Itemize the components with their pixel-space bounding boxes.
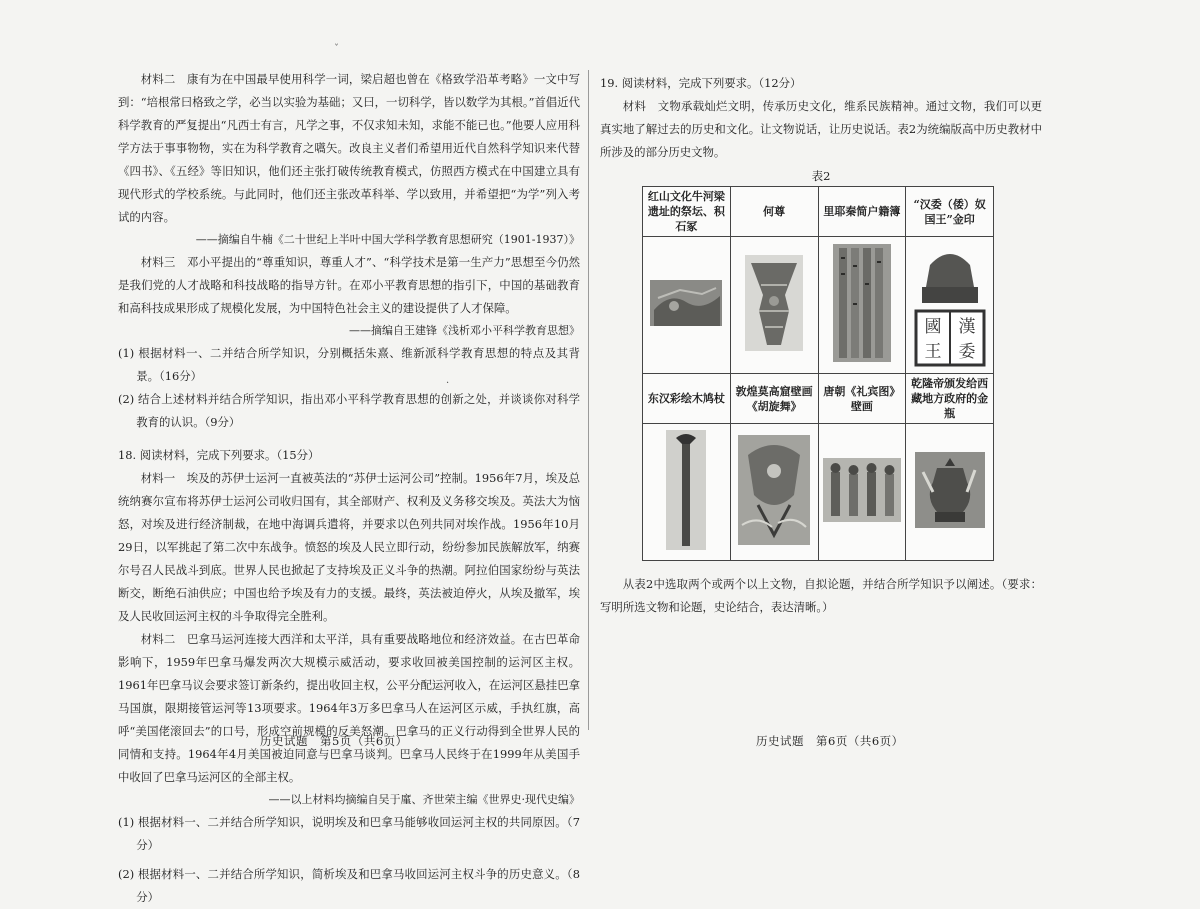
material-3-source: ——摘编自王建锋《浅析邓小平科学教育思想》 [349, 324, 580, 337]
table-row [643, 424, 994, 561]
page-6-footer: 历史试题 第6页（共6页） [756, 734, 904, 748]
page-5 [118, 68, 580, 909]
q18-material-1: 材料一 埃及的苏伊士运河一直被英法的“苏伊士运河公司”控制。1956年7月，埃及总统纳赛尔宣布将苏伊士运河公司收归国有，其全部财产、权利及义务移交埃及。英法大为恼怒，对埃及进行经济制裁，在地中海调兵遣将，并要求以色列共同对埃作战。1956年10月29日，以军挑起了第二次中东战争。愤怒的埃及人民立即行动，纷纷参加民族解放军，纳赛尔号召人民战斗到底。世界人民也掀起了支持埃及正义斗争的热潮。阿拉伯国家纷纷与英法断交，断绝石油供应；中国也给予埃及有力的支援。最终，英法被迫停火，从埃及撤军，埃及人民收回运河主权的斗争取得完全胜利。 [118, 471, 580, 623]
page-6 [600, 72, 1042, 619]
relic-label: 何尊 [730, 187, 818, 237]
table-row [643, 237, 994, 374]
relic-label: 红山文化牛河梁遗址的祭坛、积石冢 [643, 187, 731, 237]
q19-material: 材料 文物承载灿烂文明，传承历史文化，维系民族精神。通过文物，我们可以更真实地了解过去的历史和文化。让文物说话，让历史说话。表2为统编版高中历史教材中所涉及的部分历史文物。 [600, 99, 1042, 159]
qin-slips-photo [833, 244, 891, 362]
seal-char: 漢 [958, 317, 976, 337]
relics-table [642, 186, 994, 561]
relic-label: 里耶秦简户籍簿 [818, 187, 906, 237]
he-zun-photo [745, 255, 803, 351]
dunhuang-mural-photo-cell [730, 424, 818, 561]
q18-source: ——以上材料均摘编自吴于廑、齐世荣主编《世界史·现代史编》 [268, 793, 580, 806]
altar-photo [650, 280, 722, 326]
dove-staff-photo [666, 430, 706, 550]
relic-label: “汉委（倭）奴国王”金印 [906, 187, 994, 237]
relic-label: 乾隆帝颁发给西藏地方政府的金瓶 [906, 374, 994, 424]
libin-tu-photo-cell [818, 424, 906, 561]
he-zun-photo-cell [730, 237, 818, 374]
material-2-text: 材料二 康有为在中国最早使用科学一词，梁启超也曾在《格致学沿革考略》一文中写到：“培根常曰格致之学，必当以实验为基础；又曰，一切科学，皆以数学为其根。”首倡近代科学教育的严复提出“凡西士有言，凡学之事，不仅求知未知，求能不能已也。”他要人应用科学方法于事事物物，实在为科学教育之嚆矢。改良主义者们希望用近代自然科学知识来代替《四书》、《五经》等旧知识，他们还主张打破传统教育模式，仿照西方模式在中国建立具有现代形式的学校系统。与此同时，他们还主张改革科举、学以致用，并希望把“为学”列入考试的内容。 [118, 72, 580, 224]
golden-urn-photo [915, 452, 985, 528]
libin-tu-photo [823, 458, 901, 522]
seal-char: 王 [924, 342, 942, 362]
question-18-heading: 18. 阅读材料，完成下列要求。（15分） [118, 448, 320, 462]
dunhuang-mural-photo [738, 435, 810, 545]
material-3-text: 材料三 邓小平提出的“尊重知识，尊重人才”、“科学技术是第一生产力”思想至今仍然是我们党的人才战略和科技战略的指导方针。在邓小平教育思想的指引下，中国的基础教育和高科技成果形成了规模化发展，为中国特色社会主义的建设提供了人才保障。 [118, 255, 580, 315]
seal-char: 國 [924, 317, 942, 337]
gold-seal-photo-cell [906, 237, 994, 374]
table-row [643, 187, 994, 237]
question-18-2: (2) 根据材料一、二并结合所学知识，简析埃及和巴拿马收回运河主权斗争的历史意义。（8分） [118, 867, 580, 904]
qin-slips-photo-cell [818, 237, 906, 374]
dove-staff-photo-cell [643, 424, 731, 561]
question-18-1: (1) 根据材料一、二并结合所学知识，说明埃及和巴拿马能够收回运河主权的共同原因。（7分） [118, 815, 580, 852]
q18-material-2: 材料二 巴拿马运河连接大西洋和太平洋，具有重要战略地位和经济效益。在古巴革命影响下，1959年巴拿马爆发两次大规模示威活动，要求收回被美国控制的运河区主权。1961年巴拿马议会要求签订新条约，提出收回主权，公平分配运河收入，在运河区悬挂巴拿马国旗，限期接管运河等13项要求。1964年3万多巴拿马人在运河区示威，手执红旗，高呼“美国佬滚回去”的口号，形成空前规模的反美怒潮。巴拿马的正义行动得到全世界人民的同情和支持。1964年4月美国被迫同意与巴拿马谈判。巴拿马人民终于在1999年从美国手中收回了巴拿马运河区的全部主权。 [118, 632, 580, 784]
seal-char: 委 [958, 342, 976, 362]
scan-mark: ˇ [334, 44, 339, 55]
question-17-1: (1) 根据材料一、二并结合所学知识，分别概括朱熹、维新派科学教育思想的特点及其背景。（16分） [118, 346, 580, 383]
altar-photo-cell [643, 237, 731, 374]
question-19-heading: 19. 阅读材料，完成下列要求。（12分） [600, 76, 802, 90]
scan-dot: · [446, 378, 450, 389]
relic-label: 敦煌莫高窟壁画《胡旋舞》 [730, 374, 818, 424]
table-row [643, 374, 994, 424]
page-divider [588, 70, 589, 730]
material-2-source: ——摘编自牛楠《二十世纪上半叶中国大学科学教育思想研究（1901-1937）》 [195, 233, 580, 246]
question-19-task: 从表2中选取两个或两个以上文物，自拟论题，并结合所学知识予以阐述。（要求：写明所选文物和论题，史论结合，表达清晰。） [600, 577, 1042, 614]
table-title: 表2 [811, 169, 831, 183]
relic-label: 唐朝《礼宾图》壁画 [818, 374, 906, 424]
question-17-2: (2) 结合上述材料并结合所学知识，指出邓小平科学教育思想的创新之处，并谈谈你对科学教育的认识。（9分） [118, 392, 580, 429]
golden-urn-photo-cell [906, 424, 994, 561]
relic-label: 东汉彩绘木鸠杖 [643, 374, 731, 424]
page-5-footer: 历史试题 第5页（共6页） [260, 734, 408, 748]
gold-seal-photo [912, 239, 988, 367]
